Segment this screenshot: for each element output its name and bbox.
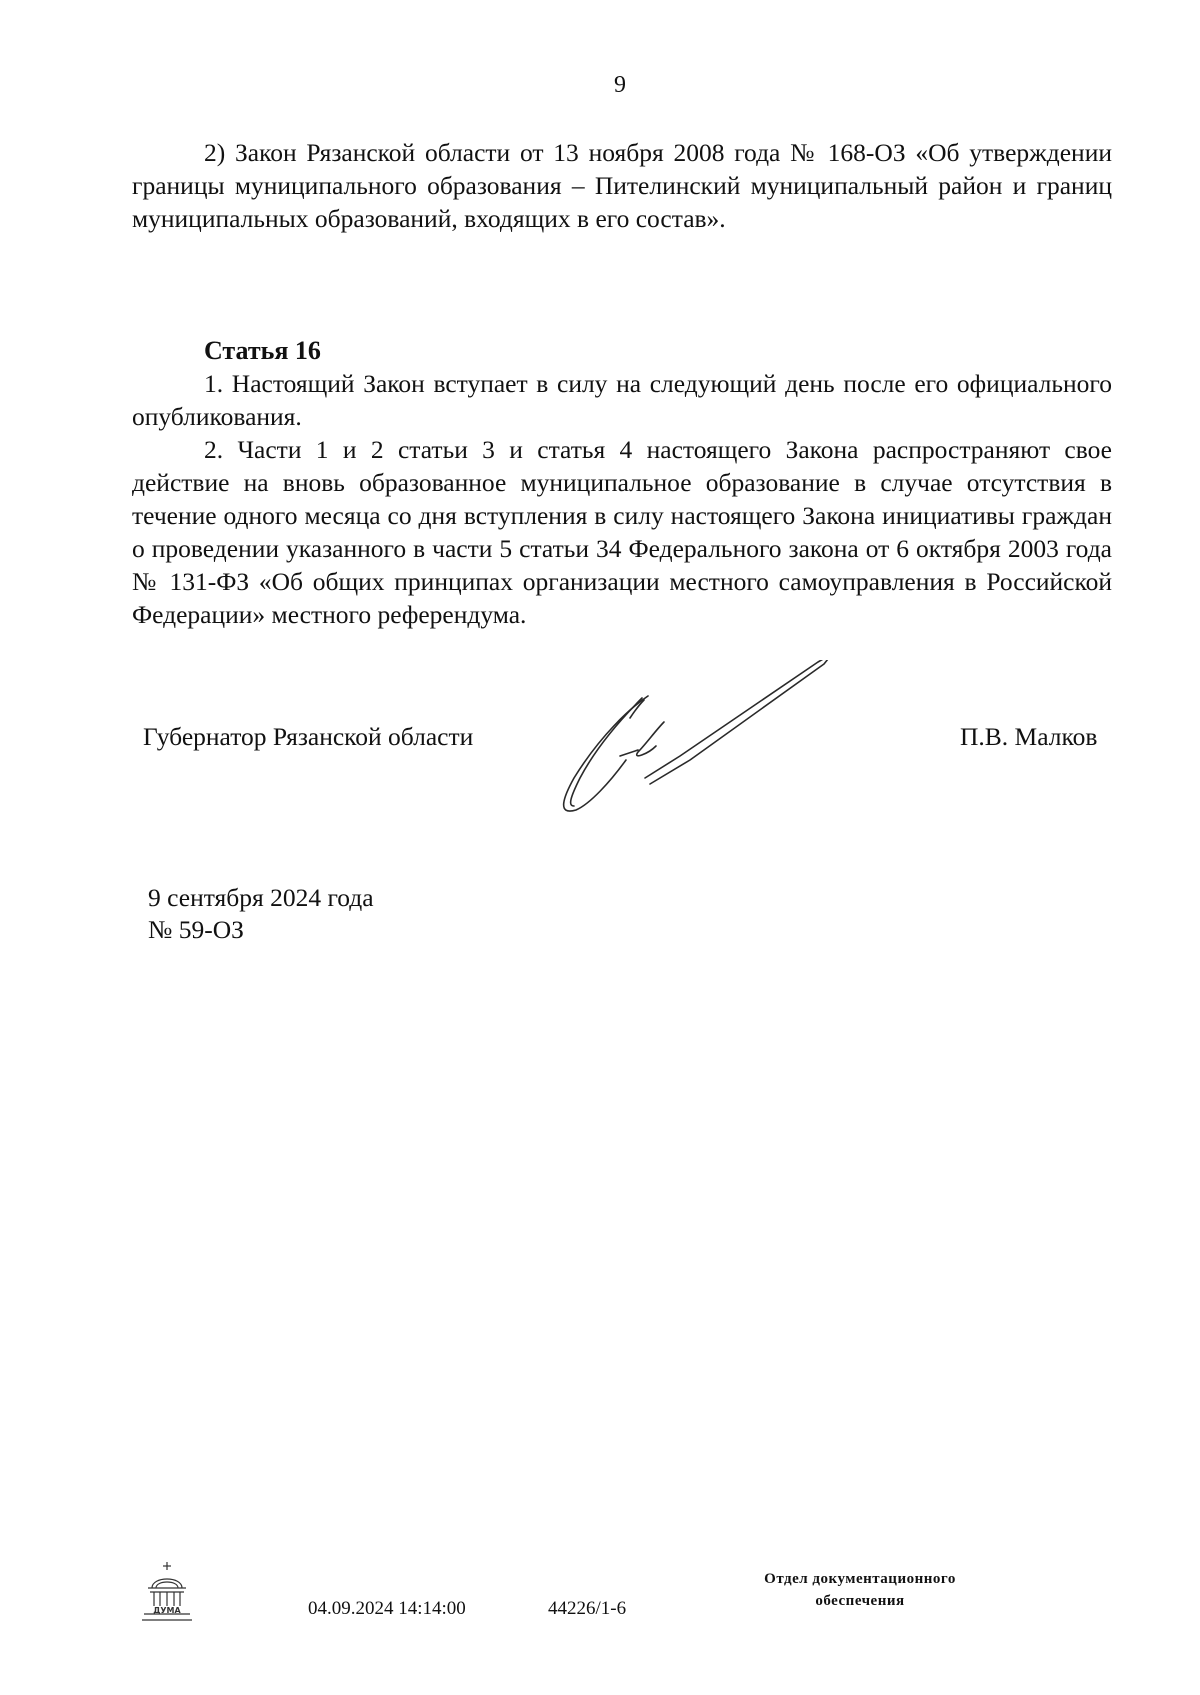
- svg-text:ДУМА: ДУМА: [153, 1606, 181, 1615]
- handwritten-signature: [560, 660, 920, 860]
- previous-clause-text: 2) Закон Рязанской области от 13 ноября 2008 года № 168-ОЗ «Об утверждении границы муниципального образования – Пителинский муниципальный район и границ муниципальных образований, входящих в его состав».: [132, 138, 1112, 233]
- footer-document-id: 44226/1-6: [548, 1598, 627, 1619]
- page-number: 9: [614, 72, 626, 98]
- governor-title: Губернатор Рязанской области: [143, 722, 474, 751]
- governor-name: П.В. Малков: [960, 722, 1098, 751]
- article-paragraph-1: 1. Настоящий Закон вступает в силу на следующий день после его официального опубликования.: [132, 369, 1112, 431]
- footer-timestamp: 04.09.2024 14:14:00: [308, 1598, 466, 1619]
- footer-department-stamp: [720, 1568, 1000, 1612]
- previous-clause-block: [132, 136, 1112, 235]
- article-16-block: [132, 334, 1112, 631]
- article-heading: Статья 16: [204, 336, 321, 365]
- article-paragraph-2: 2. Части 1 и 2 статьи 3 и статья 4 настоящего Закона распространяют свое действие на вновь образованное муниципальное образование в случае отсутствия в течение одного месяца со дня вступления в силу настоящего Закона инициативы граждан о проведении указанного в части 5 статьи 34 Федерального закона от 6 октября 2003 года № 131-ФЗ «Об общих принципах организации местного самоуправления в Российской Федерации» местного референдума.: [132, 435, 1112, 629]
- law-number: № 59-ОЗ: [148, 915, 244, 944]
- stamp-line-1: Отдел документационного: [764, 1571, 956, 1587]
- duma-logo-icon: [138, 1560, 196, 1624]
- law-date: 9 сентября 2024 года: [148, 883, 374, 912]
- stamp-line-2: обеспечения: [815, 1593, 905, 1609]
